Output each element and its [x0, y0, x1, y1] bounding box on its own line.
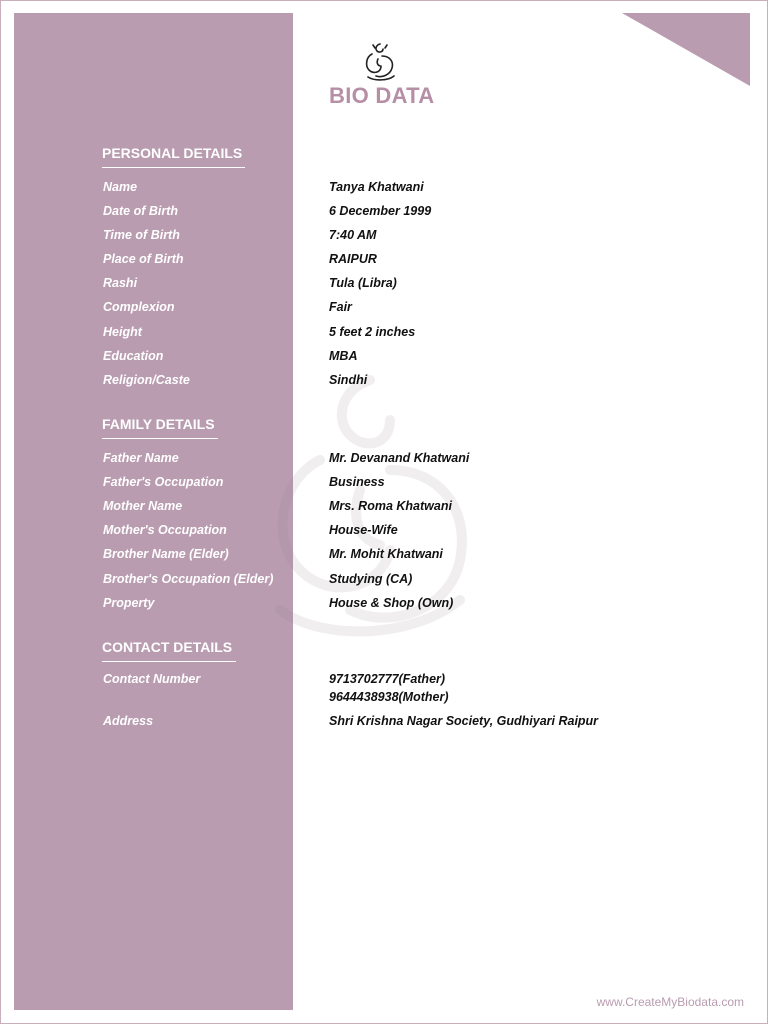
value-time-of-birth: 7:40 AM	[329, 228, 377, 242]
value-education: MBA	[329, 349, 358, 363]
ganesha-icon	[360, 40, 400, 82]
label-property: Property	[103, 596, 155, 610]
section-heading-family: FAMILY DETAILS	[102, 416, 218, 439]
value-name: Tanya Khatwani	[329, 180, 424, 194]
section-heading-contact: CONTACT DETAILS	[102, 639, 236, 662]
value-place-of-birth: RAIPUR	[329, 252, 377, 266]
footer-website-link[interactable]: www.CreateMyBiodata.com	[596, 995, 744, 1009]
label-mother-name: Mother Name	[103, 499, 183, 513]
label-height: Height	[103, 325, 142, 339]
label-religion-caste: Religion/Caste	[103, 373, 190, 387]
value-height: 5 feet 2 inches	[329, 325, 416, 339]
label-contact-number: Contact Number	[103, 672, 201, 686]
label-father-name: Father Name	[103, 451, 179, 465]
label-address: Address	[103, 714, 154, 728]
label-place-of-birth: Place of Birth	[103, 252, 184, 266]
label-rashi: Rashi	[103, 276, 138, 290]
label-date-of-birth: Date of Birth	[103, 204, 178, 218]
label-complexion: Complexion	[103, 300, 175, 314]
value-contact-number-father: 9713702777(Father)	[329, 672, 446, 686]
page-title: BIO DATA	[329, 83, 435, 108]
label-brother-occupation: Brother's Occupation (Elder)	[103, 572, 274, 586]
label-time-of-birth: Time of Birth	[103, 228, 180, 242]
value-religion-caste: Sindhi	[329, 373, 368, 387]
label-mother-occupation: Mother's Occupation	[103, 523, 227, 537]
value-brother-occupation: Studying (CA)	[329, 572, 413, 586]
label-name: Name	[103, 180, 138, 194]
value-address: Shri Krishna Nagar Society, Gudhiyari Raipur	[329, 714, 599, 728]
value-rashi: Tula (Libra)	[329, 276, 397, 290]
value-date-of-birth: 6 December 1999	[329, 204, 432, 218]
label-brother-name: Brother Name (Elder)	[103, 547, 229, 561]
label-education: Education	[103, 349, 164, 363]
section-heading-personal: PERSONAL DETAILS	[102, 145, 245, 168]
value-brother-name: Mr. Mohit Khatwani	[329, 547, 443, 561]
value-complexion: Fair	[329, 300, 352, 314]
value-mother-name: Mrs. Roma Khatwani	[329, 499, 452, 513]
value-father-occupation: Business	[329, 475, 385, 489]
label-father-occupation: Father's Occupation	[103, 475, 224, 489]
value-property: House & Shop (Own)	[329, 596, 454, 610]
corner-triangle-decoration	[622, 13, 750, 86]
value-contact-number-mother: 9644438938(Mother)	[329, 690, 449, 704]
value-mother-occupation: House-Wife	[329, 523, 398, 537]
value-father-name: Mr. Devanand Khatwani	[329, 451, 470, 465]
